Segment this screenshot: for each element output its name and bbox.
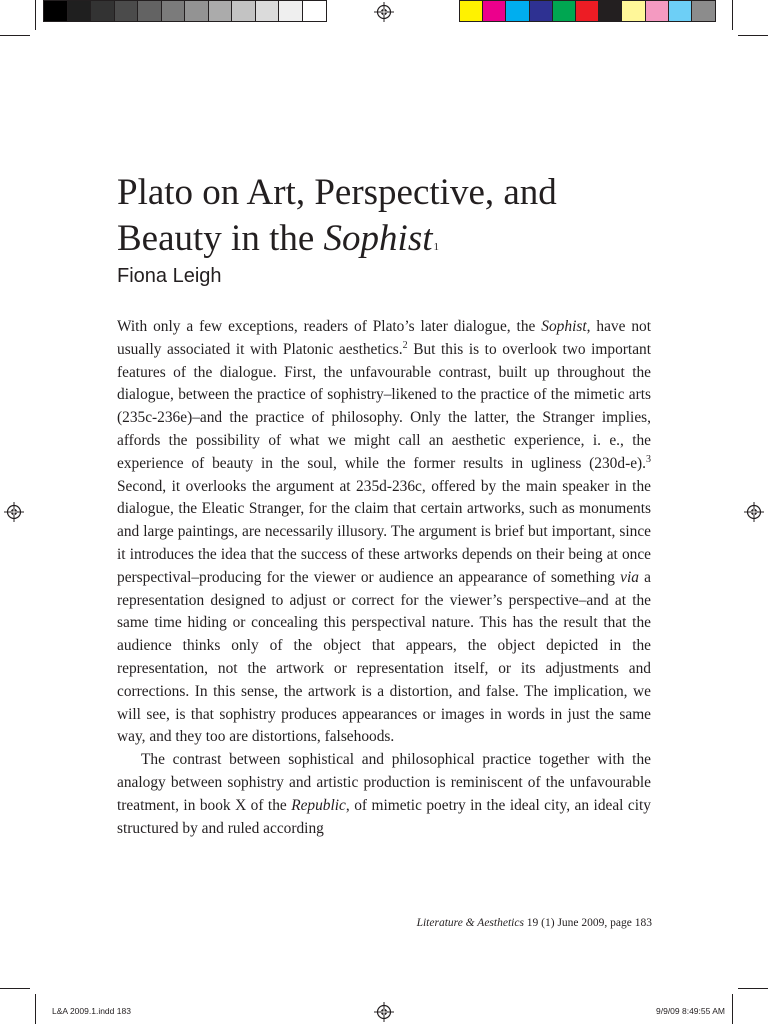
article-body (117, 316, 651, 840)
paragraph-text: The contrast between sophistical and philosophical practice together with the analogy between sophistry and artistic production is reminiscent of the unfavourable treatment, in book X of the (117, 751, 651, 814)
crop-mark-top-left (0, 35, 30, 36)
slug-file-name: L&A 2009.1.indd 183 (52, 1006, 131, 1016)
color-swatch (622, 1, 645, 21)
slug-timestamp: 9/9/09 8:49:55 AM (656, 1006, 725, 1016)
paragraph-2 (117, 749, 651, 840)
gray-swatch (68, 1, 92, 21)
gray-swatch (138, 1, 162, 21)
color-swatch (599, 1, 622, 21)
gray-swatch (303, 1, 327, 21)
title-footnote-marker: 1 (433, 241, 440, 253)
registration-mark-icon (374, 2, 394, 22)
crop-mark-bottom-left (35, 994, 36, 1024)
gray-swatch (232, 1, 256, 21)
crop-mark-bottom-right (738, 988, 768, 989)
registration-mark-icon (744, 502, 764, 522)
color-swatch (553, 1, 576, 21)
paragraph-text: , have not usually associated it with Platonic aesthetics. (117, 318, 652, 358)
gray-swatch (44, 1, 68, 21)
italic-text: Sophist (541, 318, 587, 335)
footnote-marker: 2 (402, 339, 408, 351)
gray-swatch (115, 1, 139, 21)
paragraph-text: , of mimetic poetry in the ideal city, an ideal city structured by and ruled according (117, 796, 651, 837)
grayscale-color-bar (43, 0, 327, 22)
journal-name: Literature & Aesthetics (416, 917, 524, 929)
gray-swatch (185, 1, 209, 21)
footnote-marker: 3 (646, 453, 651, 465)
gray-swatch (91, 1, 115, 21)
paragraph-text: Second, it overlooks the argument at 235d-236c, offered by the main speaker in the dialogue, the Eleatic Stranger, for the claim that certain artworks, such as monuments and large paintings, are necessarily illusory. The argument is brief but important, since it introduces the idea that the success of these artworks depends on their being at once perspectival–producing for the viewer or audience an appearance of something (117, 477, 651, 586)
registration-mark-icon (374, 1002, 394, 1022)
color-swatch (646, 1, 669, 21)
color-swatch (692, 1, 715, 21)
color-swatch (530, 1, 553, 21)
article-title (117, 170, 677, 262)
crop-mark-bottom-left (0, 988, 30, 989)
color-swatch (506, 1, 529, 21)
italic-text: via (620, 568, 639, 586)
gray-swatch (279, 1, 303, 21)
gray-swatch (162, 1, 186, 21)
color-swatch (483, 1, 506, 21)
color-swatch (460, 1, 483, 21)
issue-details: 19 (1) June 2009, page 183 (523, 917, 652, 929)
crop-mark-top-left (35, 0, 36, 30)
title-italic-sophist: Sophist (323, 218, 433, 259)
paragraph-1 (117, 316, 651, 749)
gray-swatch (209, 1, 233, 21)
paragraph-text: a representation designed to adjust or correct for the viewer’s perspective–and at the same time hiding or concealing this perspectival nature. This has the result that the audience thinks only of the object that appears, the object depicted in the representation, not the artwork or representation itself, or its adjustments and corrections. In this sense, the artwork is a distortion, and false. The implication, we will see, is that sophistry produces appearances or images in words in just the same way, and they too are distortions, falsehoods. (117, 568, 651, 746)
paragraph-text: With only a few exceptions, readers of Plato’s later dialogue, the (117, 318, 542, 335)
crop-mark-top-right (738, 35, 768, 36)
title-line-1: Plato on Art, Perspective, and (117, 172, 557, 213)
color-swatch (576, 1, 599, 21)
registration-mark-icon (4, 502, 24, 522)
title-line-2: Beauty in the (117, 218, 324, 259)
paragraph-text: But this is to overlook two important features of the dialogue. First, the unfavourable contrast, built up throughout the dialogue, between the practice of sophistry–likened to the practice of the mimetic arts (235c-236e)–and the practice of philosophy. Only the latter, the Stranger implies, affords the possibility of what we might call an aesthetic experience, i. e., the experience of beauty in the soul, while the former results in ugliness (230d-e). (117, 340, 652, 472)
crop-mark-top-right (732, 0, 733, 30)
gray-swatch (256, 1, 280, 21)
page-folio (350, 917, 652, 929)
italic-text: Republic (291, 796, 346, 814)
color-swatch (669, 1, 692, 21)
cmyk-color-bar (459, 0, 716, 22)
author-name: Fiona Leigh (117, 265, 222, 287)
crop-mark-bottom-right (732, 994, 733, 1024)
